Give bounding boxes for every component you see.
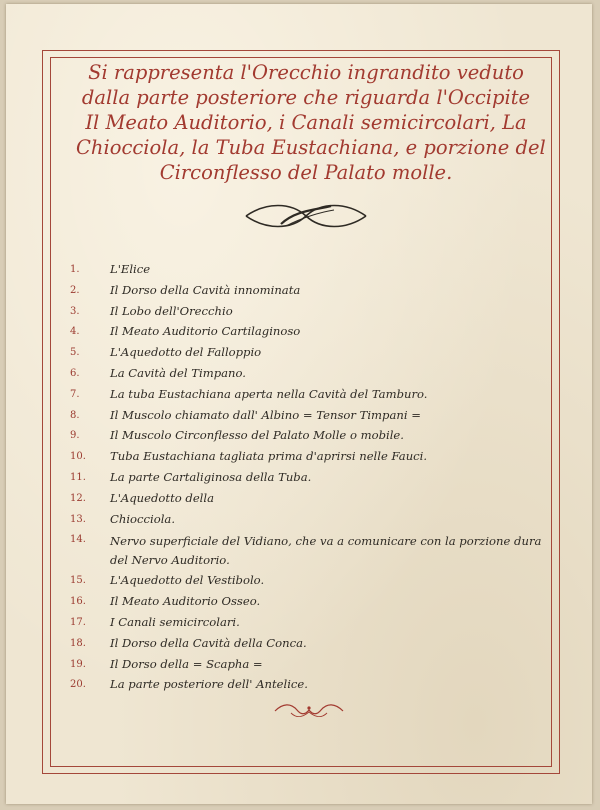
list-item xyxy=(70,510,546,531)
item-number: 20. xyxy=(70,679,86,691)
item-text: Il Lobo dell'Orecchio xyxy=(110,303,233,318)
item-text: I Canali semicircolari. xyxy=(110,614,240,629)
item-number: 18. xyxy=(70,637,86,649)
page-title xyxy=(76,60,546,185)
list-item xyxy=(70,655,546,676)
item-text: Il Meato Auditorio Osseo. xyxy=(110,594,261,609)
item-number: 11. xyxy=(70,471,86,483)
item-text: Il Muscolo Circonflesso del Palato Molle o mobile. xyxy=(110,428,404,443)
list-item xyxy=(70,530,546,571)
item-text: Nervo superficiale del Vidiano, che va a comunicare con la porzione dura del Nervo Auditorio. xyxy=(110,534,542,568)
title-line: dalla parte posteriore che riguarda l'Occipite xyxy=(81,86,531,109)
item-text: Il Dorso della = Scapha = xyxy=(110,656,263,671)
list-item xyxy=(70,634,546,655)
item-text: L'Aquedotto della xyxy=(110,490,215,505)
title-line: Si rappresenta l'Orecchio ingrandito veduto xyxy=(88,61,524,84)
list-item xyxy=(70,468,546,489)
item-number: 5. xyxy=(70,347,80,359)
list-item xyxy=(70,385,546,406)
bottom-flourish-icon xyxy=(271,699,347,721)
list-item xyxy=(70,302,546,323)
item-text: Il Meato Auditorio Cartilaginoso xyxy=(110,324,301,339)
item-text: La parte Cartaliginosa della Tuba. xyxy=(110,469,312,484)
item-text: Il Dorso della Cavità della Conca. xyxy=(110,635,307,650)
item-text: Il Muscolo chiamato dall' Albino = Tensor Timpani = xyxy=(110,407,421,422)
title-line: Il Meato Auditorio, i Canali semicircolari, La xyxy=(85,111,527,134)
list-item xyxy=(70,675,546,696)
item-text: La Cavità del Timpano. xyxy=(110,365,246,380)
item-number: 13. xyxy=(70,513,86,525)
item-number: 8. xyxy=(70,409,80,421)
legend-list xyxy=(70,260,546,696)
title-flourish-icon xyxy=(236,200,376,232)
item-text: L'Aquedotto del Falloppio xyxy=(110,345,262,360)
manuscript-page xyxy=(6,4,592,804)
item-text: Chiocciola. xyxy=(110,511,176,526)
list-item xyxy=(70,260,546,281)
item-number: 19. xyxy=(70,658,86,670)
list-item xyxy=(70,406,546,427)
item-number: 17. xyxy=(70,616,86,628)
list-item xyxy=(70,613,546,634)
item-number: 10. xyxy=(70,451,86,463)
list-item xyxy=(70,447,546,468)
item-number: 6. xyxy=(70,367,80,379)
item-number: 14. xyxy=(70,534,86,546)
item-number: 4. xyxy=(70,326,80,338)
item-number: 15. xyxy=(70,575,86,587)
list-item xyxy=(70,426,546,447)
list-item xyxy=(70,322,546,343)
item-number: 2. xyxy=(70,284,80,296)
item-number: 9. xyxy=(70,430,80,442)
item-number: 7. xyxy=(70,388,80,400)
list-item xyxy=(70,343,546,364)
item-text: La parte posteriore dell' Antelice. xyxy=(110,677,308,692)
item-text: La tuba Eustachiana aperta nella Cavità del Tamburo. xyxy=(110,386,428,401)
list-item xyxy=(70,489,546,510)
list-item xyxy=(70,571,546,592)
title-line: Chiocciola, la Tuba Eustachiana, e porzione del xyxy=(76,136,546,159)
item-number: 16. xyxy=(70,596,86,608)
title-line: Circonflesso del Palato molle. xyxy=(159,161,453,184)
item-text: L'Elice xyxy=(110,262,151,276)
item-text: L'Aquedotto del Vestibolo. xyxy=(110,573,265,588)
list-item xyxy=(70,592,546,613)
item-number: 12. xyxy=(70,492,86,504)
item-text: Tuba Eustachiana tagliata prima d'aprirsi nelle Fauci. xyxy=(110,449,428,464)
item-text: Il Dorso della Cavità innominata xyxy=(110,282,301,297)
item-number: 3. xyxy=(70,305,80,317)
list-item xyxy=(70,281,546,302)
list-item xyxy=(70,364,546,385)
item-number: 1. xyxy=(70,264,80,275)
